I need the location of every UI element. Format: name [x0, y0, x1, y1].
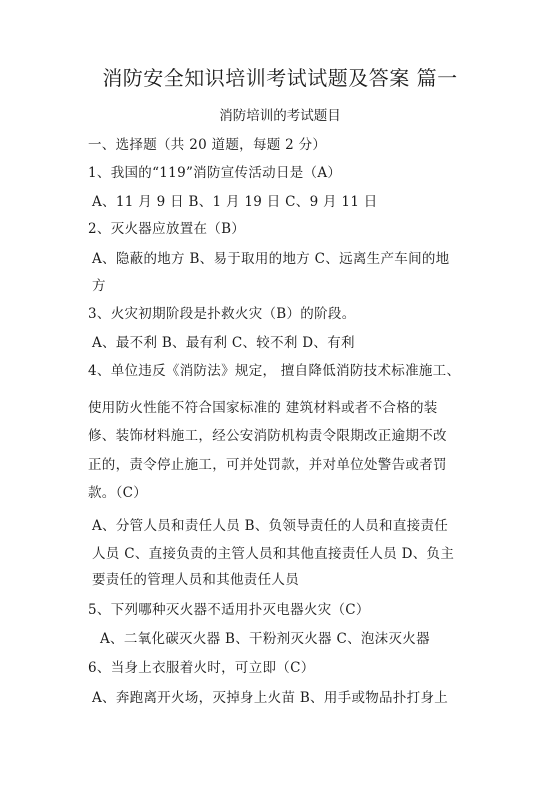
options-5: A、二氧化碳灭火器 B、干粉剂灭火器 C、泡沫灭火器 — [100, 631, 430, 647]
options-4-line-2: 人员 C、直接负责的主管人员和其他直接责任人员 D、负主 — [92, 546, 455, 562]
question-6: 6、当身上衣服着火时，可立即（C） — [88, 660, 315, 676]
question-1: 1、我国的“119”消防宣传活动日是（A） — [88, 165, 342, 181]
question-4-line-1: 4、单位违反《消防法》规定， 擅自降低消防技术标准施工、 — [88, 363, 461, 379]
question-4-line-3: 修、装饰材料施工，经公安消防机构责令限期改正逾期不改 — [88, 428, 447, 444]
question-5: 5、下列哪种灭火器不适用扑灭电器火灾（C） — [88, 602, 370, 618]
question-3: 3、火灾初期阶段是扑救火灾（B）的阶段。 — [88, 306, 356, 322]
options-2-line-2: 方 — [92, 278, 106, 294]
section-heading: 一、选择题（共 20 道题，每题 2 分） — [88, 137, 327, 153]
question-4-line-4: 正的，责令停止施工，可并处罚款，并对单位处警告或者罚 — [88, 457, 447, 473]
document-title: 消防安全知识培训考试试题及答案 篇一 — [102, 66, 458, 90]
question-2: 2、灭火器应放置在（B） — [88, 221, 246, 237]
question-4-line-2: 使用防火性能不符合国家标准的 建筑材料或者不合格的装 — [88, 400, 438, 416]
options-4-line-1: A、分管人员和责任人员 B、负领导责任的人员和直接责任 — [92, 518, 449, 534]
options-4-line-3: 要责任的管理人员和其他责任人员 — [92, 572, 299, 588]
options-2-line-1: A、隐蔽的地方 B、易于取用的地方 C、远离生产车间的地 — [92, 251, 450, 267]
options-3: A、最不利 B、最有利 C、较不利 D、有利 — [92, 335, 355, 351]
document-subtitle: 消防培训的考试题目 — [219, 108, 341, 124]
question-4-line-5: 款。（C） — [88, 485, 148, 501]
options-1: A、11 月 9 日 B、1 月 19 日 C、9 月 11 日 — [92, 194, 378, 210]
options-6: A、奔跑离开火场，灭掉身上火苗 B、用手或物品扑打身上 — [92, 690, 449, 706]
